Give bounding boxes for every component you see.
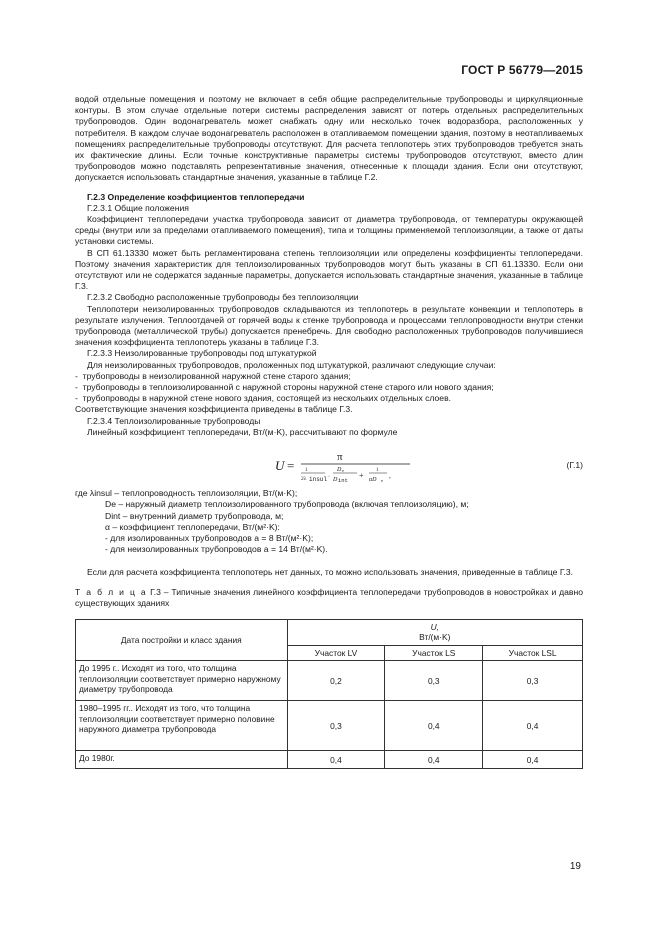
legend-line: De – наружный диаметр теплоизолированного трубопровода (включая теплоизоляцию), м; [105, 499, 469, 510]
svg-text:D: D [337, 467, 342, 474]
list-item: - трубопроводы в теплоизолированной с наружной стороны наружной стене старого или нового здания; [75, 382, 583, 393]
svg-text:insul: insul [309, 476, 328, 484]
svg-text:2λ: 2λ [301, 476, 307, 483]
list-item: - трубопроводы в неизолированной наружной стене старого здания; [75, 371, 583, 382]
col-header-u [287, 619, 582, 645]
sub-header-lsl: Участок LSL [483, 645, 583, 661]
paragraph-g231-1: Коэффициент теплопередачи участка трубопровода зависит от диаметра трубопровода, от температуры окружающей среды (внутри или за пределами отапливаемого помещения), типа и толщины применяемой теплоизоляции, а также от даты установки системы. [75, 214, 583, 247]
formula-lhs: U [275, 458, 285, 474]
table-cell-value: 0,4 [483, 701, 583, 751]
svg-text:1: 1 [305, 468, 308, 474]
page-number: 19 [569, 861, 581, 872]
svg-text:+: + [359, 471, 364, 481]
svg-text:αD: αD [369, 477, 377, 484]
subsection-title-g234: Г.2.3.4 Теплоизолированные трубопроводы [87, 415, 261, 426]
table-row [76, 751, 583, 769]
subsection-title-g233: Г.2.3.3 Неизолированные трубопроводы под штукатуркой [87, 348, 317, 359]
col-header-date: Дата постройки и класс здания [76, 619, 288, 661]
formula-legend [75, 488, 583, 555]
svg-text:e: e [342, 468, 344, 474]
legend-line: - для неизолированных трубопроводов a = 14 Вт/(м²·K). [105, 544, 328, 555]
sub-header-lv: Участок LV [287, 645, 385, 661]
values-table [75, 619, 583, 770]
page-content [75, 94, 583, 769]
list-item: - трубопроводы в наружной стене нового здания, состоящей из нескольких отдельных слоев. [75, 393, 583, 404]
subsection-title-g231: Г.2.3.1 Общие положения [87, 202, 189, 213]
table-cell-value: 0,4 [385, 751, 483, 769]
legend-line: α – коэффициент теплопередачи, Вт/(м²·K): [105, 521, 280, 532]
svg-text:,: , [389, 472, 391, 481]
paragraph-g232-1: Теплопотери неизолированных трубопроводов складываются из теплопотерь в результате конвекции и теплопотерь в результате излучения. Теплоотдачей от горячей воды к стенке трубопровода и процессами теплопроводности внутри стенки трубопровода (металлической трубы) допускается пренебречь. Для свободно расположенных трубопроводов получившиеся значения коэффициента теплопотерь указаны в таблице Г.3. [75, 303, 583, 348]
formula-number: (Г.1) [566, 460, 583, 471]
table-cell-category: До 1995 г.. Исходят из того, что толщина теплоизоляции соответствует примерно наружному диаметру трубопровода [76, 661, 288, 701]
paragraph-g234-1: Линейный коэффициент теплопередачи, Вт/(м·K), рассчитывают по формуле [87, 426, 398, 437]
svg-text:·: · [328, 474, 330, 481]
table-row [76, 701, 583, 751]
formula-g1 [75, 446, 583, 486]
table-cell-value: 0,3 [287, 701, 385, 751]
table-row [76, 661, 583, 701]
standard-header: ГОСТ Р 56779—2015 [461, 63, 583, 77]
table-caption [75, 587, 583, 609]
paragraph-g233-2: Соответствующие значения коэффициента приведены в таблице Г.3. [75, 404, 353, 415]
table-cell-value: 0,4 [385, 701, 483, 751]
svg-text:int: int [338, 477, 348, 485]
legend-line: - для изолированных трубопроводов a = 8 Вт/(м²·K); [105, 532, 314, 543]
table-cell-category: 1980–1995 гг.. Исходят из того, что толщина теплоизоляции соответствует примерно половине наружного диаметра трубопровода [76, 701, 288, 751]
table-cell-category: До 1980г. [76, 751, 288, 769]
legend-line: Dint – внутренний диаметр трубопровода, м; [105, 510, 284, 521]
section-title-g23: Г.2.3 Определение коэффициентов теплопередачи [87, 191, 305, 202]
paragraph-g231-2: В СП 61.13330 может быть регламентирована степень теплоизоляции или определены коэффициенты теплопередачи. Поэтому значения характеристик для теплоизолированных трубопроводов могут быть указаны в СП 61.13330. Если они отсутствуют или не содержатся заданные параметры, допускается использовать стандартные значения, указанные в таблице Г.3. [75, 247, 583, 292]
subsection-title-g232: Г.2.3.2 Свободно расположенные трубопроводы без теплоизоляции [87, 292, 359, 303]
table-caption-label: Т а б л и ц а [75, 586, 148, 597]
paragraph-g233-1: Для неизолированных трубопроводов, проложенных под штукатуркой, различают следующие случаи: [87, 359, 496, 370]
table-cell-value: 0,4 [483, 751, 583, 769]
formula-numerator: π [337, 451, 343, 464]
u-unit: Вт/(м·K) [419, 632, 451, 643]
table-cell-value: 0,3 [385, 661, 483, 701]
svg-text:=: = [287, 458, 295, 474]
table-cell-value: 0,2 [287, 661, 385, 701]
closing-paragraph: Если для расчета коэффициента теплопотерь нет данных, то можно использовать значения, приведенные в таблице Г.3. [87, 567, 574, 578]
formula-graphic [275, 446, 425, 486]
table-cell-value: 0,3 [483, 661, 583, 701]
svg-text:e: e [381, 478, 383, 484]
table-caption-text: Г.3 – Типичные значения линейного коэффициента теплопередачи трубопроводов в новостройках и давно существующих зданиях [75, 586, 583, 608]
legend-line: где λinsul – теплопроводность теплоизоляции, Вт/(м·K); [75, 488, 298, 499]
intro-paragraph: водой отдельные помещения и поэтому не включает в себя общие распределительные трубопроводы и циркуляционные контуры. В этом случае отдельные потери системы распределения зависят от потерь отдельных распределительных трубопроводов. Один водонагреватель может снабжать одну или несколько точек водоразбора, расположенных у потребителя. В каждом случае водонагреватель расположен в отапливаемом помещении здания, поэтому в неотапливаемых помещениях распределительные трубопроводы отсутствуют. Для расчета теплопотерь этих трубопроводов требуется знать их фактические длины. Если точные конструктивные параметры системы трубопроводов отсутствуют, вместо длин трубопроводов можно подставлять репрезентативные значения, отнесенные к площади здания. Если они отсутствуют, допускается использовать стандартные значения, указанные в таблице Г.2. [75, 94, 583, 183]
sub-header-ls: Участок LS [385, 645, 483, 661]
svg-text:D: D [333, 477, 338, 484]
u-symbol: U, [430, 621, 439, 632]
svg-text:1: 1 [376, 468, 379, 474]
table-cell-value: 0,4 [287, 751, 385, 769]
